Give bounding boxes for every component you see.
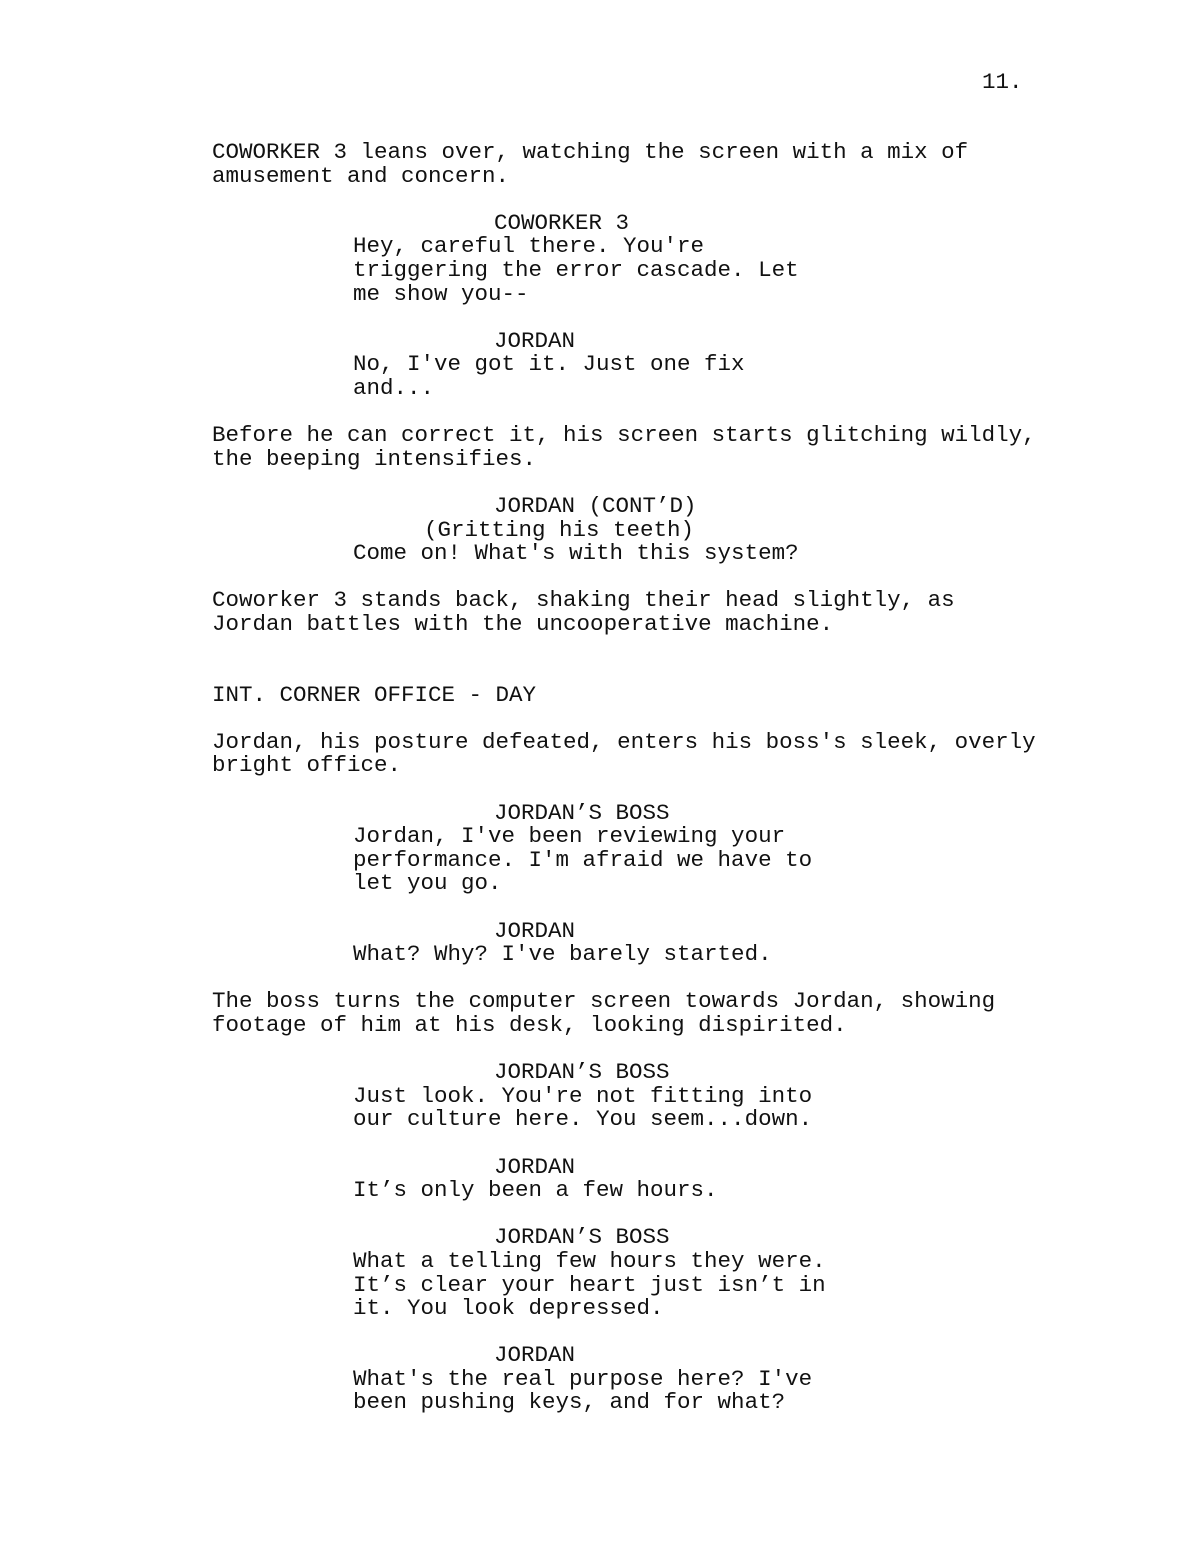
spacer	[212, 188, 1092, 212]
spacer	[212, 566, 1092, 590]
spacer	[212, 636, 1092, 683]
character-cue	[212, 492, 1092, 519]
script-line: INT. CORNER OFFICE - DAY	[212, 681, 537, 708]
script-line: Hey, careful there. You're	[353, 233, 705, 260]
script-line: Before he can correct it, his screen starts glitching wildly,	[212, 422, 1036, 449]
script-line: JORDAN’S BOSS	[494, 799, 670, 826]
script-line: What a telling few hours they were.	[353, 1247, 826, 1274]
script-line: Just look. You're not fitting into	[353, 1082, 813, 1109]
action-block	[212, 728, 1092, 779]
character-cue	[212, 1344, 1092, 1368]
script-line: JORDAN’S BOSS	[494, 1224, 670, 1251]
dialogue-block	[212, 542, 1092, 566]
spacer	[212, 1038, 1092, 1062]
dialogue-block	[212, 1365, 1092, 1416]
spacer	[212, 1132, 1092, 1156]
dialogue-block	[212, 943, 1092, 967]
script-line: and...	[353, 374, 435, 401]
script-line: It’s clear your heart just isn’t in	[353, 1271, 826, 1298]
script-line: JORDAN	[494, 917, 576, 944]
script-line: bright office.	[212, 752, 402, 779]
script-line: it. You look depressed.	[353, 1295, 664, 1322]
script-line: (Gritting his teeth)	[424, 516, 695, 543]
script-line: JORDAN’S BOSS	[494, 1059, 670, 1086]
script-line: performance. I'm afraid we have to	[353, 846, 813, 873]
dialogue-block	[212, 1082, 1092, 1133]
action-block	[212, 424, 1092, 471]
spacer	[212, 896, 1092, 920]
spacer	[212, 967, 1092, 991]
action-block	[212, 589, 1092, 636]
script-line: JORDAN	[494, 327, 576, 354]
spacer	[212, 1203, 1092, 1227]
script-line: JORDAN	[494, 1342, 576, 1369]
script-line: me show you--	[353, 280, 529, 307]
screenplay-body	[212, 141, 1092, 1415]
action-block	[212, 990, 1092, 1037]
script-line: COWORKER 3 leans over, watching the screen with a mix of	[212, 139, 969, 165]
character-cue	[212, 799, 1092, 826]
script-line: footage of him at his desk, looking dispirited.	[212, 1011, 847, 1038]
dialogue-block	[212, 1179, 1092, 1203]
dialogue-block	[212, 1247, 1092, 1322]
character-cue	[212, 1153, 1092, 1180]
script-line: JORDAN	[494, 1153, 576, 1180]
script-line: Come on! What's with this system?	[353, 540, 799, 567]
script-line: let you go.	[353, 870, 502, 897]
parenthetical	[212, 516, 1092, 543]
script-line: No, I've got it. Just one fix	[353, 351, 745, 378]
script-line: Jordan, his posture defeated, enters his boss's sleek, overly	[212, 728, 1036, 755]
dialogue-block	[212, 825, 1092, 896]
spacer	[212, 707, 1092, 731]
script-line: What's the real purpose here? I've	[353, 1365, 813, 1392]
character-cue	[212, 1226, 1092, 1250]
spacer	[212, 1321, 1092, 1345]
script-line: been pushing keys, and for what?	[353, 1389, 786, 1416]
scene-heading	[212, 681, 1092, 708]
script-line: amusement and concern.	[212, 162, 510, 189]
character-cue	[212, 327, 1092, 354]
script-line: The boss turns the computer screen towards Jordan, showing	[212, 988, 996, 1015]
spacer	[212, 401, 1092, 425]
script-line: What? Why? I've barely started.	[353, 941, 772, 968]
character-cue	[212, 1061, 1092, 1085]
page-number: 11.	[982, 69, 1023, 95]
spacer	[212, 471, 1092, 495]
script-line: the beeping intensifies.	[212, 445, 537, 472]
script-line: Coworker 3 stands back, shaking their head slightly, as	[212, 587, 955, 614]
spacer	[212, 778, 1092, 802]
script-line: It’s only been a few hours.	[353, 1177, 718, 1204]
character-cue	[212, 209, 1092, 236]
script-line: our culture here. You seem...down.	[353, 1106, 813, 1133]
script-line: Jordan, I've been reviewing your	[353, 823, 786, 850]
action-block	[212, 141, 1092, 188]
character-cue	[212, 917, 1092, 944]
spacer	[212, 306, 1092, 330]
script-line: Jordan battles with the uncooperative machine.	[212, 610, 834, 637]
dialogue-block	[212, 235, 1092, 306]
script-line: JORDAN (CONT’D)	[494, 492, 697, 519]
script-line: COWORKER 3	[494, 209, 630, 236]
script-line: triggering the error cascade. Let	[353, 256, 799, 283]
dialogue-block	[212, 353, 1092, 400]
